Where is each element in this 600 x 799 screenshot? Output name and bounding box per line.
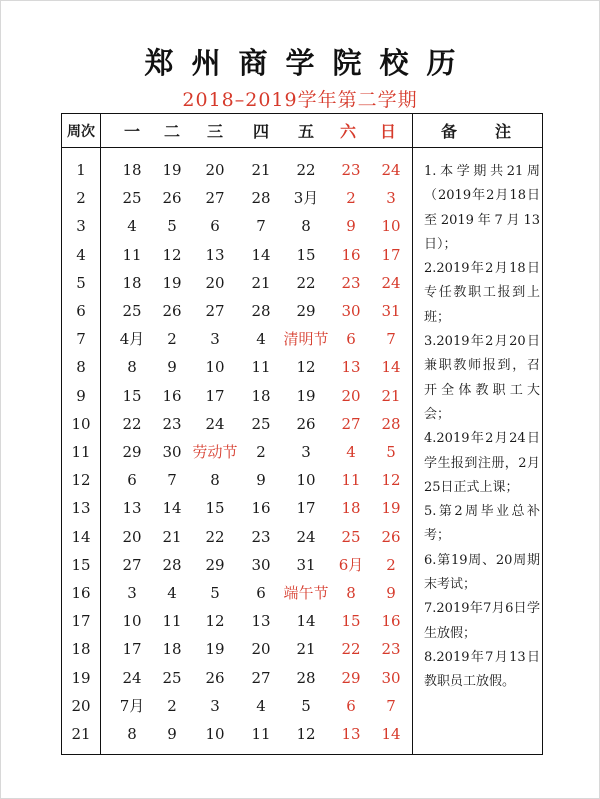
date-cell: 12 xyxy=(205,612,225,631)
date-cell: 5 xyxy=(386,443,396,461)
date-cell: 14 xyxy=(162,499,182,518)
date-cell: 24 xyxy=(205,414,225,433)
date-cell: 22 xyxy=(122,414,142,433)
date-cell: 4 xyxy=(256,696,266,715)
week-number-cell: 15 xyxy=(71,555,91,574)
date-cell: 27 xyxy=(251,668,271,687)
date-cell: 14 xyxy=(296,612,316,631)
date-cell: 8 xyxy=(301,217,311,236)
date-cell: 11 xyxy=(122,245,142,264)
date-cell: 5 xyxy=(167,217,177,236)
week-number-cell: 5 xyxy=(76,273,86,292)
date-cell: 25 xyxy=(251,414,271,433)
date-cell: 3 xyxy=(210,696,220,715)
week-number-cell: 13 xyxy=(71,499,91,518)
week-number-cell: 21 xyxy=(71,725,91,743)
date-cell: 21 xyxy=(251,161,271,179)
date-cell: 25 xyxy=(122,189,142,208)
date-cell: 21 xyxy=(162,527,182,546)
date-cell: 27 xyxy=(122,555,142,574)
date-cell: 21 xyxy=(381,386,401,405)
date-cell: 17 xyxy=(296,499,316,518)
date-cell: 17 xyxy=(205,386,225,405)
date-cell: 9 xyxy=(346,217,356,236)
date-cell: 26 xyxy=(162,189,182,208)
note-item: 3.2019年2月20日兼职教师报到，召开全体教职工大会； xyxy=(424,334,540,422)
date-cell: 13 xyxy=(122,499,142,518)
week-number-cell: 7 xyxy=(76,330,86,349)
date-cell: 18 xyxy=(341,499,361,518)
date-cell: 23 xyxy=(341,273,361,292)
week-number-cell: 6 xyxy=(76,302,86,320)
week-number-cell: 3 xyxy=(76,217,86,236)
date-cell: 23 xyxy=(162,414,182,433)
week-number-cell: 1 xyxy=(76,161,86,179)
date-cell: 3 xyxy=(386,189,396,208)
date-cell: 7 xyxy=(167,471,177,490)
date-cell: 17 xyxy=(122,640,142,659)
date-cell: 22 xyxy=(296,273,316,292)
date-cell: 2 xyxy=(386,555,396,574)
date-cell: 8 xyxy=(127,358,137,377)
date-cell: 15 xyxy=(296,245,316,264)
date-cell: 16 xyxy=(251,499,271,518)
header-notes: 备 注 xyxy=(440,122,513,141)
date-cell: 20 xyxy=(251,640,271,659)
date-cell: 10 xyxy=(205,358,225,377)
date-cell: 3月 xyxy=(293,189,319,208)
date-cell: 10 xyxy=(122,612,142,631)
date-cell: 5 xyxy=(301,696,311,715)
date-cell: 3 xyxy=(127,584,137,602)
header-day-fri: 五 xyxy=(297,122,314,141)
date-cell: 19 xyxy=(162,161,182,179)
note-item: 6.第19周、20周期末考试； xyxy=(424,552,540,593)
week-number-cell: 11 xyxy=(71,443,91,461)
note-item: 2.2019年2月18日专任教职工报到上班； xyxy=(424,261,540,325)
date-cell: 2 xyxy=(167,696,177,715)
week-number-cell: 9 xyxy=(76,386,86,405)
date-cell: 23 xyxy=(381,640,401,659)
week-number-cell: 8 xyxy=(76,358,86,377)
date-cell: 28 xyxy=(162,555,182,574)
date-cell: 9 xyxy=(386,584,396,602)
week-number-cell: 20 xyxy=(71,696,91,715)
week-number-cell: 19 xyxy=(71,668,91,687)
date-cell: 8 xyxy=(210,471,220,490)
date-cell: 25 xyxy=(341,527,361,546)
date-cell: 7 xyxy=(386,696,396,715)
date-cell: 12 xyxy=(381,471,401,490)
date-cell: 11 xyxy=(162,612,182,631)
date-cell: 24 xyxy=(381,161,401,179)
date-cell: 16 xyxy=(162,386,182,405)
date-cell: 6 xyxy=(346,330,356,349)
week-number-cell: 16 xyxy=(71,584,91,602)
date-cell: 30 xyxy=(341,302,361,320)
date-cell: 20 xyxy=(205,161,225,179)
note-item: 1.本学期共21周（2019年2月18日至2019年7月13日）； xyxy=(424,164,540,252)
date-cell: 29 xyxy=(296,302,316,320)
notes-column xyxy=(424,160,540,695)
date-cell: 13 xyxy=(341,358,361,377)
date-cell: 30 xyxy=(381,668,401,687)
date-cell: 17 xyxy=(381,245,401,264)
date-cell: 30 xyxy=(251,555,271,574)
date-cell: 14 xyxy=(381,725,401,743)
header-divider xyxy=(62,147,542,148)
date-cell: 10 xyxy=(381,217,401,236)
date-cell: 18 xyxy=(162,640,182,659)
note-item: 4.2019年2月24日学生报到注册，2月25日正式上课； xyxy=(424,431,540,495)
date-cell: 13 xyxy=(251,612,271,631)
date-cell: 2 xyxy=(256,443,266,461)
date-cell: 31 xyxy=(296,555,316,574)
date-cell: 2 xyxy=(167,330,177,349)
date-cell: 22 xyxy=(341,640,361,659)
date-cell: 15 xyxy=(122,386,142,405)
date-cell: 20 xyxy=(341,386,361,405)
date-cell: 8 xyxy=(346,584,356,602)
week-number-cell: 18 xyxy=(71,640,91,659)
holiday-cell: 端午节 xyxy=(283,584,329,602)
date-cell: 26 xyxy=(205,668,225,687)
date-cell: 26 xyxy=(381,527,401,546)
date-cell: 25 xyxy=(162,668,182,687)
date-cell: 8 xyxy=(127,725,137,743)
date-cell: 6 xyxy=(346,696,356,715)
date-cell: 29 xyxy=(341,668,361,687)
date-cell: 24 xyxy=(381,273,401,292)
date-cell: 12 xyxy=(296,725,316,743)
date-cell: 10 xyxy=(296,471,316,490)
calendar-table xyxy=(61,113,543,755)
date-cell: 6 xyxy=(127,471,137,490)
date-cell: 24 xyxy=(296,527,316,546)
date-cell: 4 xyxy=(256,330,266,349)
page-subtitle: 2018–2019学年第二学期 xyxy=(182,89,418,111)
date-cell: 29 xyxy=(122,443,142,461)
date-cell: 22 xyxy=(296,161,316,179)
date-cell: 19 xyxy=(205,640,225,659)
date-cell: 27 xyxy=(205,302,225,320)
header-week: 周次 xyxy=(67,123,95,140)
header-day-wed: 三 xyxy=(206,122,223,141)
holiday-cell: 清明节 xyxy=(283,330,329,349)
week-number-cell: 10 xyxy=(71,414,91,433)
date-cell: 9 xyxy=(256,471,266,490)
date-cell: 18 xyxy=(122,161,142,179)
date-cell: 30 xyxy=(162,443,182,461)
date-cell: 29 xyxy=(205,555,225,574)
date-cell: 24 xyxy=(122,668,142,687)
date-cell: 26 xyxy=(162,302,182,320)
date-cell: 9 xyxy=(167,725,177,743)
date-cell: 14 xyxy=(251,245,271,264)
date-cell: 4月 xyxy=(119,330,145,349)
week-number-cell: 12 xyxy=(71,471,91,490)
header-day-tue: 二 xyxy=(163,122,180,141)
date-cell: 6月 xyxy=(338,555,364,574)
date-cell: 20 xyxy=(205,273,225,292)
date-cell: 28 xyxy=(296,668,316,687)
date-cell: 6 xyxy=(256,584,266,602)
date-cell: 4 xyxy=(346,443,356,461)
date-cell: 27 xyxy=(341,414,361,433)
date-cell: 3 xyxy=(210,330,220,349)
date-cell: 21 xyxy=(296,640,316,659)
date-cell: 12 xyxy=(162,245,182,264)
date-cell: 28 xyxy=(251,302,271,320)
date-cell: 21 xyxy=(251,273,271,292)
date-cell: 19 xyxy=(162,273,182,292)
date-cell: 12 xyxy=(296,358,316,377)
date-cell: 7月 xyxy=(119,696,145,715)
date-cell: 13 xyxy=(205,245,225,264)
holiday-cell: 劳动节 xyxy=(192,443,238,461)
header-day-thu: 四 xyxy=(252,122,269,141)
date-cell: 16 xyxy=(341,245,361,264)
note-item: 5.第2周毕业总补考； xyxy=(424,504,540,544)
date-cell: 28 xyxy=(381,414,401,433)
date-cell: 18 xyxy=(122,273,142,292)
column-divider xyxy=(100,114,101,754)
header-day-sun: 日 xyxy=(379,122,396,141)
date-cell: 4 xyxy=(167,584,177,602)
date-cell: 11 xyxy=(341,471,361,490)
column-divider xyxy=(412,114,413,754)
date-cell: 5 xyxy=(210,584,220,602)
date-cell: 9 xyxy=(167,358,177,377)
header-day-sat: 六 xyxy=(339,122,356,141)
date-cell: 18 xyxy=(251,386,271,405)
date-cell: 20 xyxy=(122,527,142,546)
header-day-mon: 一 xyxy=(123,122,140,141)
date-cell: 7 xyxy=(386,330,396,349)
date-cell: 3 xyxy=(301,443,311,461)
date-cell: 26 xyxy=(296,414,316,433)
date-cell: 15 xyxy=(205,499,225,518)
week-number-cell: 17 xyxy=(71,612,91,631)
date-cell: 22 xyxy=(205,527,225,546)
week-number-cell: 14 xyxy=(71,527,91,546)
date-cell: 13 xyxy=(341,725,361,743)
date-cell: 11 xyxy=(251,358,271,377)
date-cell: 19 xyxy=(381,499,401,518)
note-item: 8.2019年7月13日教职员工放假。 xyxy=(424,649,540,690)
week-number-cell: 2 xyxy=(76,189,86,208)
date-cell: 25 xyxy=(122,302,142,320)
date-cell: 23 xyxy=(341,161,361,179)
date-cell: 27 xyxy=(205,189,225,208)
date-cell: 19 xyxy=(296,386,316,405)
page-title: 郑州商学院校历 xyxy=(144,46,474,80)
date-cell: 6 xyxy=(210,217,220,236)
date-cell: 16 xyxy=(381,612,401,631)
date-cell: 23 xyxy=(251,527,271,546)
date-cell: 15 xyxy=(341,612,361,631)
note-item: 7.2019年7月6日学生放假； xyxy=(424,601,540,641)
date-cell: 11 xyxy=(251,725,271,743)
date-cell: 2 xyxy=(346,189,356,208)
date-cell: 31 xyxy=(381,302,401,320)
date-cell: 10 xyxy=(205,725,225,743)
date-cell: 7 xyxy=(256,217,266,236)
date-cell: 28 xyxy=(251,189,271,208)
date-cell: 14 xyxy=(381,358,401,377)
date-cell: 4 xyxy=(127,217,137,236)
week-number-cell: 4 xyxy=(76,245,86,264)
